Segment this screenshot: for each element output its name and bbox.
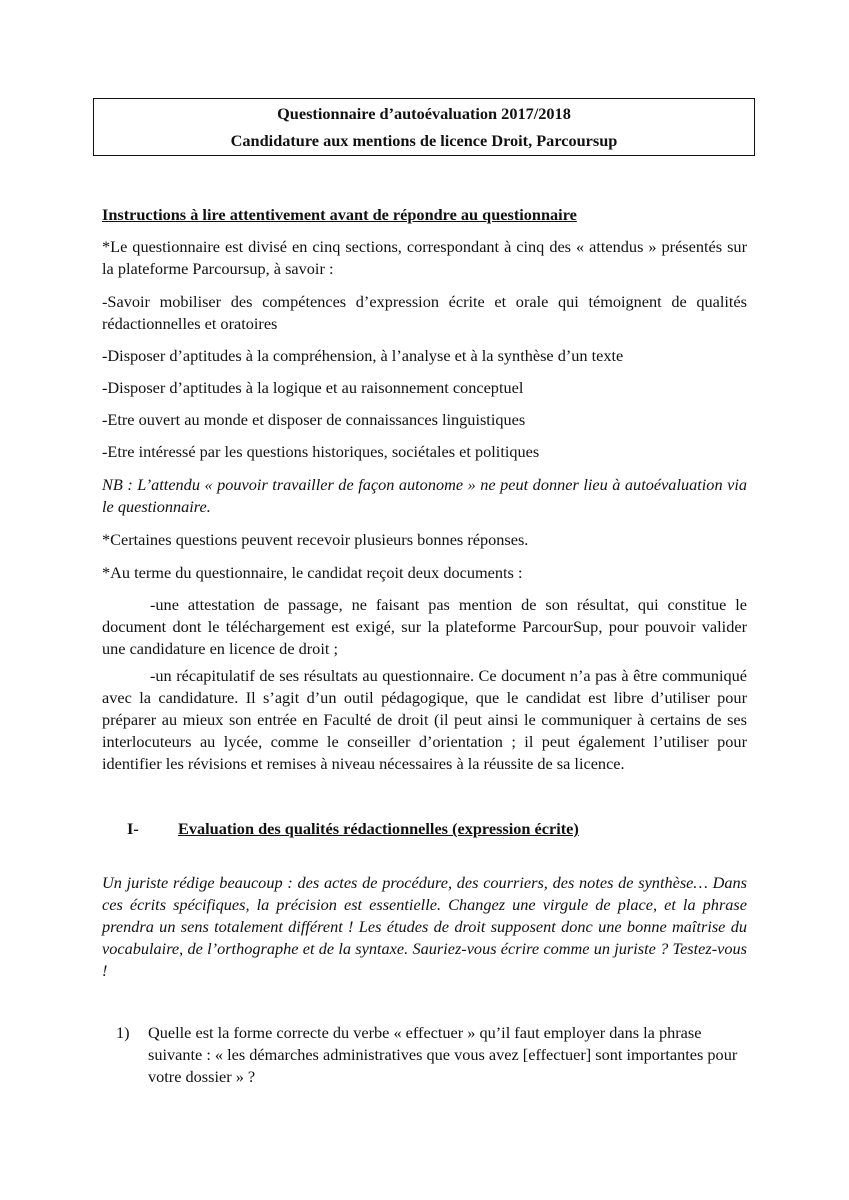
document-attestation: -une attestation de passage, ne faisant pas mention de son résultat, qui constitue le document dont le téléchargement est exigé, sur la plateforme ParcourSup, pour pouvoir valider une candidature en licence de droit ; <box>102 595 747 658</box>
document-recap: -un récapitulatif de ses résultats au questionnaire. Ce document n’a pas à être communiqué avec la candidature. Il s’agit d’un outil pédagogique, que le candidat est libre d’utiliser pour préparer au mieux son entrée en Faculté de droit (il peut ainsi le communiquer à certains de ses interlocuteurs au lycée, comme le conseiller d’orientation ; il peut également l’utiliser pour identifier les révisions et remises à niveau nécessaires à la réussite de sa licence. <box>102 666 747 773</box>
expectation-item: -Disposer d’aptitudes à la logique et au raisonnement conceptuel <box>102 378 524 397</box>
expectation-item: -Etre ouvert au monde et disposer de connaissances linguistiques <box>102 410 526 429</box>
document-title: Questionnaire d’autoévaluation 2017/2018 <box>277 104 571 123</box>
title-box <box>93 98 755 156</box>
instructions-intro: *Le questionnaire est divisé en cinq sections, correspondant à cinq des « attendus » présentés sur la plateforme Parcoursup, à savoir : <box>102 237 747 278</box>
question-text: Quelle est la forme correcte du verbe « effectuer » qu’il faut employer dans la phrase suivante : « les démarches administratives que vous avez [effectuer] sont importantes pour votre dossier » ? <box>148 1023 738 1086</box>
expectation-item: -Etre intéressé par les questions historiques, sociétales et politiques <box>102 442 540 461</box>
expectation-item: -Savoir mobiliser des compétences d’expression écrite et orale qui témoignent de qualités rédactionnelles et oratoires <box>102 292 747 333</box>
expectation-item: -Disposer d’aptitudes à la compréhension, à l’analyse et à la synthèse d’un texte <box>102 346 624 365</box>
question-number: 1) <box>116 1023 130 1042</box>
instructions-heading: Instructions à lire attentivement avant de répondre au questionnaire <box>102 205 577 224</box>
section-intro: Un juriste rédige beaucoup : des actes de procédure, des courriers, des notes de synthèse… Dans ces écrits spécifiques, la précision est essentielle. Changez une virgule de place, et la phrase prendra un sens totalement différent ! Les études de droit supposent donc une bonne maîtrise du vocabulaire, de l’orthographe et de la syntaxe. Sauriez-vous écrire comme un juriste ? Testez-vous ! <box>102 873 747 980</box>
document-subtitle: Candidature aux mentions de licence Droit, Parcoursup <box>230 131 618 150</box>
section-number: I- <box>127 819 139 838</box>
nb-note: NB : L’attendu « pouvoir travailler de façon autonome » ne peut donner lieu à autoévaluation via le questionnaire. <box>102 475 747 516</box>
section-title: Evaluation des qualités rédactionnelles (expression écrite) <box>178 819 579 838</box>
multi-answers-note: *Certaines questions peuvent recevoir plusieurs bonnes réponses. <box>102 530 529 549</box>
end-documents-note: *Au terme du questionnaire, le candidat reçoit deux documents : <box>102 563 523 582</box>
